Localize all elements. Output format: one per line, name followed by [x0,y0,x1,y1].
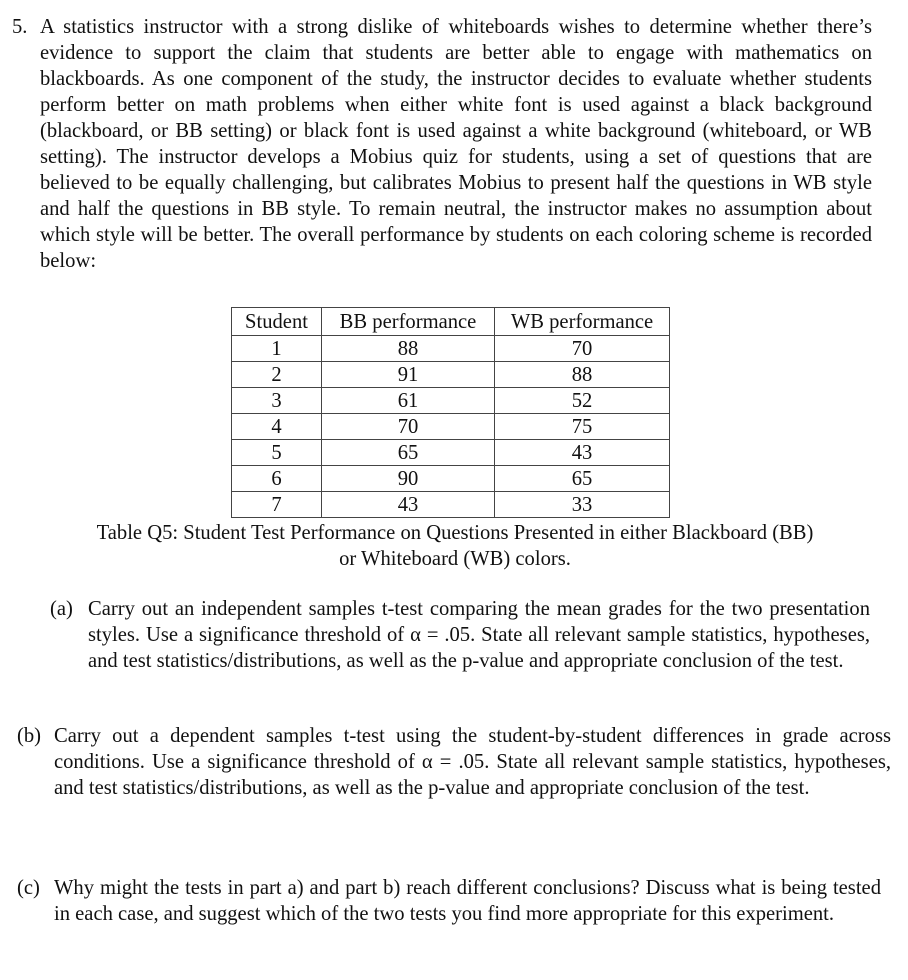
cell-wb: 70 [495,336,670,362]
part-c-label: (c) [17,877,40,899]
cell-wb: 43 [495,440,670,466]
cell-student: 2 [232,362,322,388]
cell-bb: 90 [322,466,495,492]
part-c-text: Why might the tests in part a) and part b) reach different conclusions? Discuss what is being tested in each case, and suggest which of the two tests you find more appropriate for this experiment. [54,877,881,925]
cell-student: 6 [232,466,322,492]
question-part-c [17,875,881,927]
problem-text: A statistics instructor with a strong dislike of whiteboards wishes to determine whether there’s evidence to support the claim that students are better able to engage with mathematics on blackboards. As one component of the study, the instructor decides to evaluate whether students perform better on math problems when either white font is used against a black background (blackboard, or BB setting) or black font is used against a white background (whiteboard, or WB setting). The instructor develops a Mobius quiz for students, using a set of questions that are believed to be equally challenging, but calibrates Mobius to present half the questions in WB style and half the questions in BB style. To remain neutral, the instructor makes no assumption about which style will be better. The overall performance by students on each coloring scheme is recorded below: [40,16,872,272]
table-row [232,336,670,362]
performance-table-container [231,307,670,518]
cell-bb: 65 [322,440,495,466]
table-row [232,466,670,492]
part-a-text: Carry out an independent samples t-test comparing the mean grades for the two presentation styles. Use a significance threshold of α = .05. State all relevant sample statistics, hypotheses, and test statistics/distributions, as well as the p-value and appropriate conclusion of the test. [88,598,870,672]
question-part-a [50,596,870,674]
cell-bb: 70 [322,414,495,440]
cell-student: 1 [232,336,322,362]
header-wb-performance: WB performance [495,308,670,336]
header-bb-performance: BB performance [322,308,495,336]
table-row [232,414,670,440]
cell-student: 7 [232,492,322,518]
table-row [232,440,670,466]
part-b-label: (b) [17,725,42,747]
cell-wb: 33 [495,492,670,518]
performance-table [231,307,670,518]
table-row [232,388,670,414]
cell-bb: 43 [322,492,495,518]
problem-number: 5. [12,16,28,38]
cell-bb: 91 [322,362,495,388]
table-caption [40,520,870,572]
part-b-text: Carry out a dependent samples t-test using the student-by-student differences in grade across conditions. Use a significance threshold of α = .05. State all relevant sample statistics, hypotheses, and test statistics/distributions, as well as the p-value and appropriate conclusion of the test. [54,725,891,799]
table-caption-line-2: or Whiteboard (WB) colors. [339,548,571,570]
cell-wb: 88 [495,362,670,388]
problem-statement [12,14,872,274]
cell-bb: 61 [322,388,495,414]
cell-wb: 75 [495,414,670,440]
cell-wb: 52 [495,388,670,414]
cell-wb: 65 [495,466,670,492]
part-a-label: (a) [50,598,73,620]
cell-student: 3 [232,388,322,414]
table-caption-line-1: Table Q5: Student Test Performance on Questions Presented in either Blackboard (BB) [96,522,814,544]
cell-student: 4 [232,414,322,440]
question-part-b [17,723,891,801]
header-student: Student [232,308,322,336]
table-row [232,492,670,518]
table-row [232,362,670,388]
cell-student: 5 [232,440,322,466]
cell-bb: 88 [322,336,495,362]
table-header-row [232,308,670,336]
